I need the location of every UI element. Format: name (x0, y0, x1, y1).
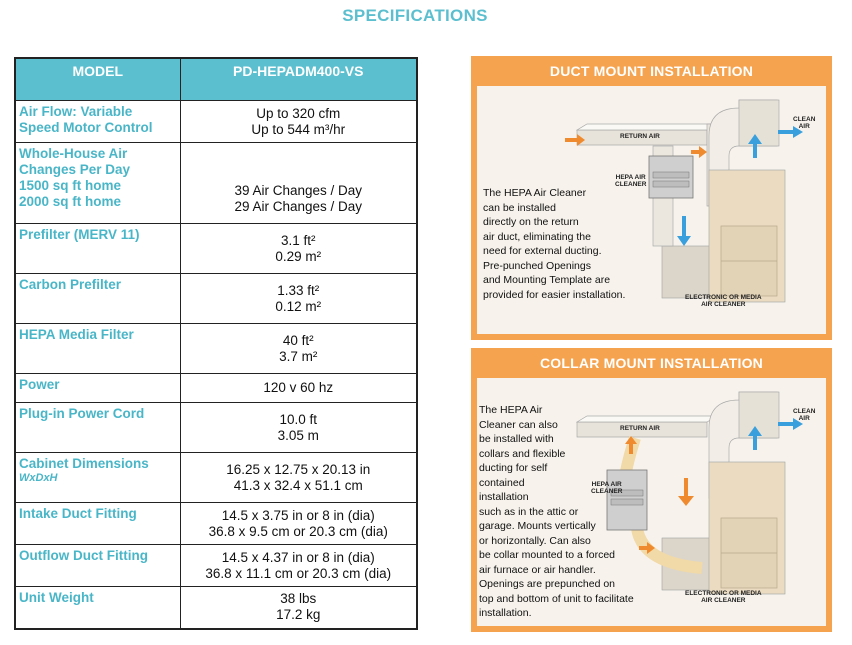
spec-label: Outflow Duct Fitting (19, 548, 148, 563)
spec-label: Unit Weight (19, 590, 94, 605)
spec-label: Air Flow: Variable Speed Motor Control (19, 104, 153, 135)
model-label-cell: MODEL (15, 58, 180, 101)
collar-mount-panel (471, 348, 832, 632)
spec-label-cell (15, 101, 180, 143)
spec-label: Intake Duct Fitting (19, 506, 137, 521)
spec-label: Cabinet Dimensions (19, 456, 149, 471)
table-row (15, 587, 417, 629)
spec-label-cell (15, 374, 180, 403)
collar-clean-air-label: CLEAN AIR (793, 408, 816, 422)
collar-return-air-label: RETURN AIR (620, 425, 660, 432)
collar-mount-text: The HEPA Air Cleaner can also be installed with collars and flexible ducting for self contained installation such as in the attic or garage. Mounts vertically or horizontally. Can also be collar mounted to a forced air furnace or air handler. Openings are prepunched on top and bottom of unit to facilitate installation. (479, 404, 634, 619)
specifications-table (14, 57, 418, 630)
collar-mount-diagram (477, 378, 826, 626)
table-row (15, 403, 417, 453)
page-title: SPECIFICATIONS (342, 6, 488, 25)
spec-value-cell: 38 lbs 17.2 kg (180, 587, 417, 629)
table-row (15, 545, 417, 587)
spec-value-cell: 14.5 x 4.37 in or 8 in (dia) 36.8 x 11.1 cm or 20.3 cm (dia) (180, 545, 417, 587)
spec-value-cell: 39 Air Changes / Day 29 Air Changes / Day (180, 143, 417, 224)
spec-label-cell (15, 545, 180, 587)
table-row (15, 453, 417, 503)
spec-label-cell (15, 324, 180, 374)
spec-label: Whole-House Air Changes Per Day 1500 sq ft home 2000 sq ft home (19, 146, 131, 209)
collar-mount-heading: COLLAR MOUNT INSTALLATION (539, 355, 763, 371)
duct-electronic-label: ELECTRONIC OR MEDIA AIR CLEANER (685, 294, 762, 308)
table-row (15, 143, 417, 224)
spec-label: Plug-in Power Cord (19, 406, 145, 421)
spec-label: Carbon Prefilter (19, 277, 122, 292)
spec-value-cell: 10.0 ft 3.05 m (180, 403, 417, 453)
collar-hepa-label: HEPA AIR CLEANER (591, 481, 623, 495)
table-row (15, 101, 417, 143)
spec-label-cell (15, 143, 180, 224)
duct-mount-diagram (477, 86, 826, 334)
spec-value-cell: 3.1 ft² 0.29 m² (180, 224, 417, 274)
duct-mount-panel (471, 56, 832, 340)
spec-label: HEPA Media Filter (19, 327, 134, 342)
duct-mount-heading: DUCT MOUNT INSTALLATION (549, 63, 754, 79)
table-header-row (15, 58, 417, 101)
model-value-cell: PD-HEPADM400-VS (180, 58, 417, 101)
spec-label-cell (15, 587, 180, 629)
spec-value-cell: 16.25 x 12.75 x 20.13 in 41.3 x 32.4 x 51.1 cm (180, 453, 417, 503)
spec-label-cell (15, 224, 180, 274)
table-row (15, 324, 417, 374)
collar-electronic-label: ELECTRONIC OR MEDIA AIR CLEANER (685, 590, 762, 604)
spec-label-cell (15, 403, 180, 453)
duct-return-air-label: RETURN AIR (620, 133, 660, 140)
duct-clean-air-label: CLEAN AIR (793, 116, 816, 130)
spec-value-cell: 40 ft² 3.7 m² (180, 324, 417, 374)
table-row (15, 274, 417, 324)
duct-mount-text: The HEPA Air Cleaner can be installed directly on the return air duct, eliminating the need for external ducting. Pre-punched Openings and Mounting Template are provided for easier installation. (483, 187, 626, 301)
spec-sublabel: WxDxH (19, 472, 58, 484)
table-row (15, 503, 417, 545)
spec-value-cell: Up to 320 cfm Up to 544 m³/hr (180, 101, 417, 143)
spec-label-cell (15, 503, 180, 545)
spec-label-cell (15, 453, 180, 503)
spec-label: Prefilter (MERV 11) (19, 227, 140, 242)
spec-label: Power (19, 377, 60, 392)
spec-value-cell: 1.33 ft² 0.12 m² (180, 274, 417, 324)
table-row (15, 374, 417, 403)
spec-value-cell: 120 v 60 hz (180, 374, 417, 403)
table-row (15, 224, 417, 274)
duct-hepa-label: HEPA AIR CLEANER (615, 174, 647, 188)
spec-label-cell (15, 274, 180, 324)
spec-value-cell: 14.5 x 3.75 in or 8 in (dia) 36.8 x 9.5 cm or 20.3 cm (dia) (180, 503, 417, 545)
